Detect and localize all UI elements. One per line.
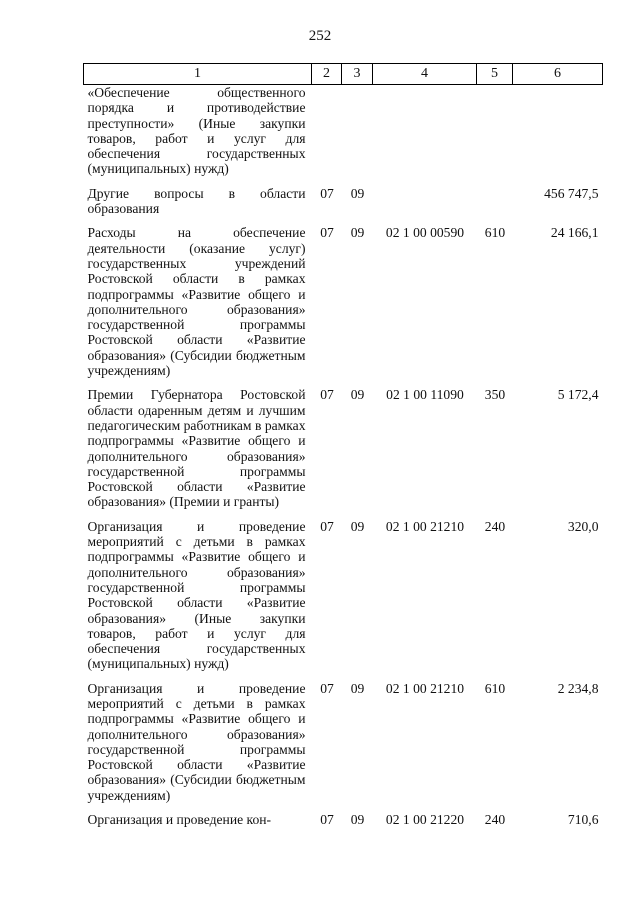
row-subsection: 09 [350,812,365,828]
row-amount: 5 172,4 [557,387,599,403]
row-expense-type: 240 [484,812,506,828]
page-number: 252 [308,28,332,44]
row-amount: 24 166,1 [550,225,599,241]
header-col-2: 2 [312,64,342,85]
table-row [84,225,603,387]
table-row [84,681,603,812]
row-section: 07 [320,225,334,241]
row-subsection: 09 [350,225,365,241]
row-amount [513,85,603,186]
row-section: 07 [320,680,334,696]
row-description: Организация и проведение кон- [87,812,272,828]
row-amount: 710,6 [567,812,599,828]
row-target-code: 02 1 00 21220 [385,812,465,828]
row-target-code [373,186,477,226]
row-expense-type: 350 [484,387,506,403]
header-col-1: 1 [84,64,312,85]
row-section: 07 [320,812,334,828]
row-amount: 456 747,5 [544,185,599,201]
table-row [84,812,603,827]
row-description: Другие вопросы в области образования [87,185,306,217]
header-col-4: 4 [373,64,477,85]
row-expense-type: 240 [484,518,506,534]
budget-table [83,63,603,827]
row-target-code: 02 1 00 21210 [385,518,465,534]
row-expense-type: 610 [484,680,506,696]
row-expense-type [477,186,513,226]
row-expense-type [477,85,513,186]
row-description: Организация и проведение мероприятий с детьми в рамках подпрограммы «Развитие общего и дополнительного образования» государственной программы Ростовской области «Развитие образования» (Субсидии бюджетным учреждениям) [87,680,306,803]
row-section: 07 [320,387,334,403]
table-row [84,186,603,226]
row-expense-type: 610 [484,225,506,241]
row-subsection: 09 [350,387,365,403]
row-subsection: 09 [350,185,365,201]
row-section [312,85,342,186]
row-amount: 320,0 [567,518,599,534]
header-col-3: 3 [342,64,373,85]
row-description: Организация и проведение мероприятий с детьми в рамках подпрограммы «Развитие общего и дополнительного образования» государственной программы Ростовской области «Развитие образования» (Иные закупки товаров, работ и услуг для обеспечения государственных (муниципальных) нужд) [87,518,306,672]
row-section: 07 [320,185,334,201]
row-section: 07 [320,518,334,534]
table-row [84,519,603,681]
row-subsection: 09 [350,518,365,534]
row-description: Расходы на обеспечение деятельности (оказание услуг) государственных учреждений Ростовской области в рамках подпрограммы «Развитие общего и дополнительного образования» государственной программы Ростовской области «Развитие образования» (Субсидии бюджетным учреждениям) [87,225,306,379]
row-target-code [373,85,477,186]
row-subsection [342,85,373,186]
table-row [84,85,603,186]
table-header-row [84,64,603,85]
header-col-5: 5 [477,64,513,85]
row-subsection: 09 [350,680,365,696]
table-row [84,387,603,518]
row-description: Премии Губернатора Ростовской области одаренным детям и лучшим педагогическим работникам в рамках подпрограммы «Развитие общего и дополнительного образования» государственной программы Ростовской области «Развитие образования» (Премии и гранты) [87,387,306,510]
row-amount: 2 234,8 [557,680,599,696]
row-description: «Обеспечение общественного порядка и противодействие преступности» (Иные закупки товаров, работ и услуг для обеспечения государственных (муниципальных) нужд) [87,85,306,177]
header-col-6: 6 [513,64,603,85]
row-target-code: 02 1 00 00590 [385,225,465,241]
row-target-code: 02 1 00 21210 [385,680,465,696]
row-target-code: 02 1 00 11090 [386,387,464,403]
